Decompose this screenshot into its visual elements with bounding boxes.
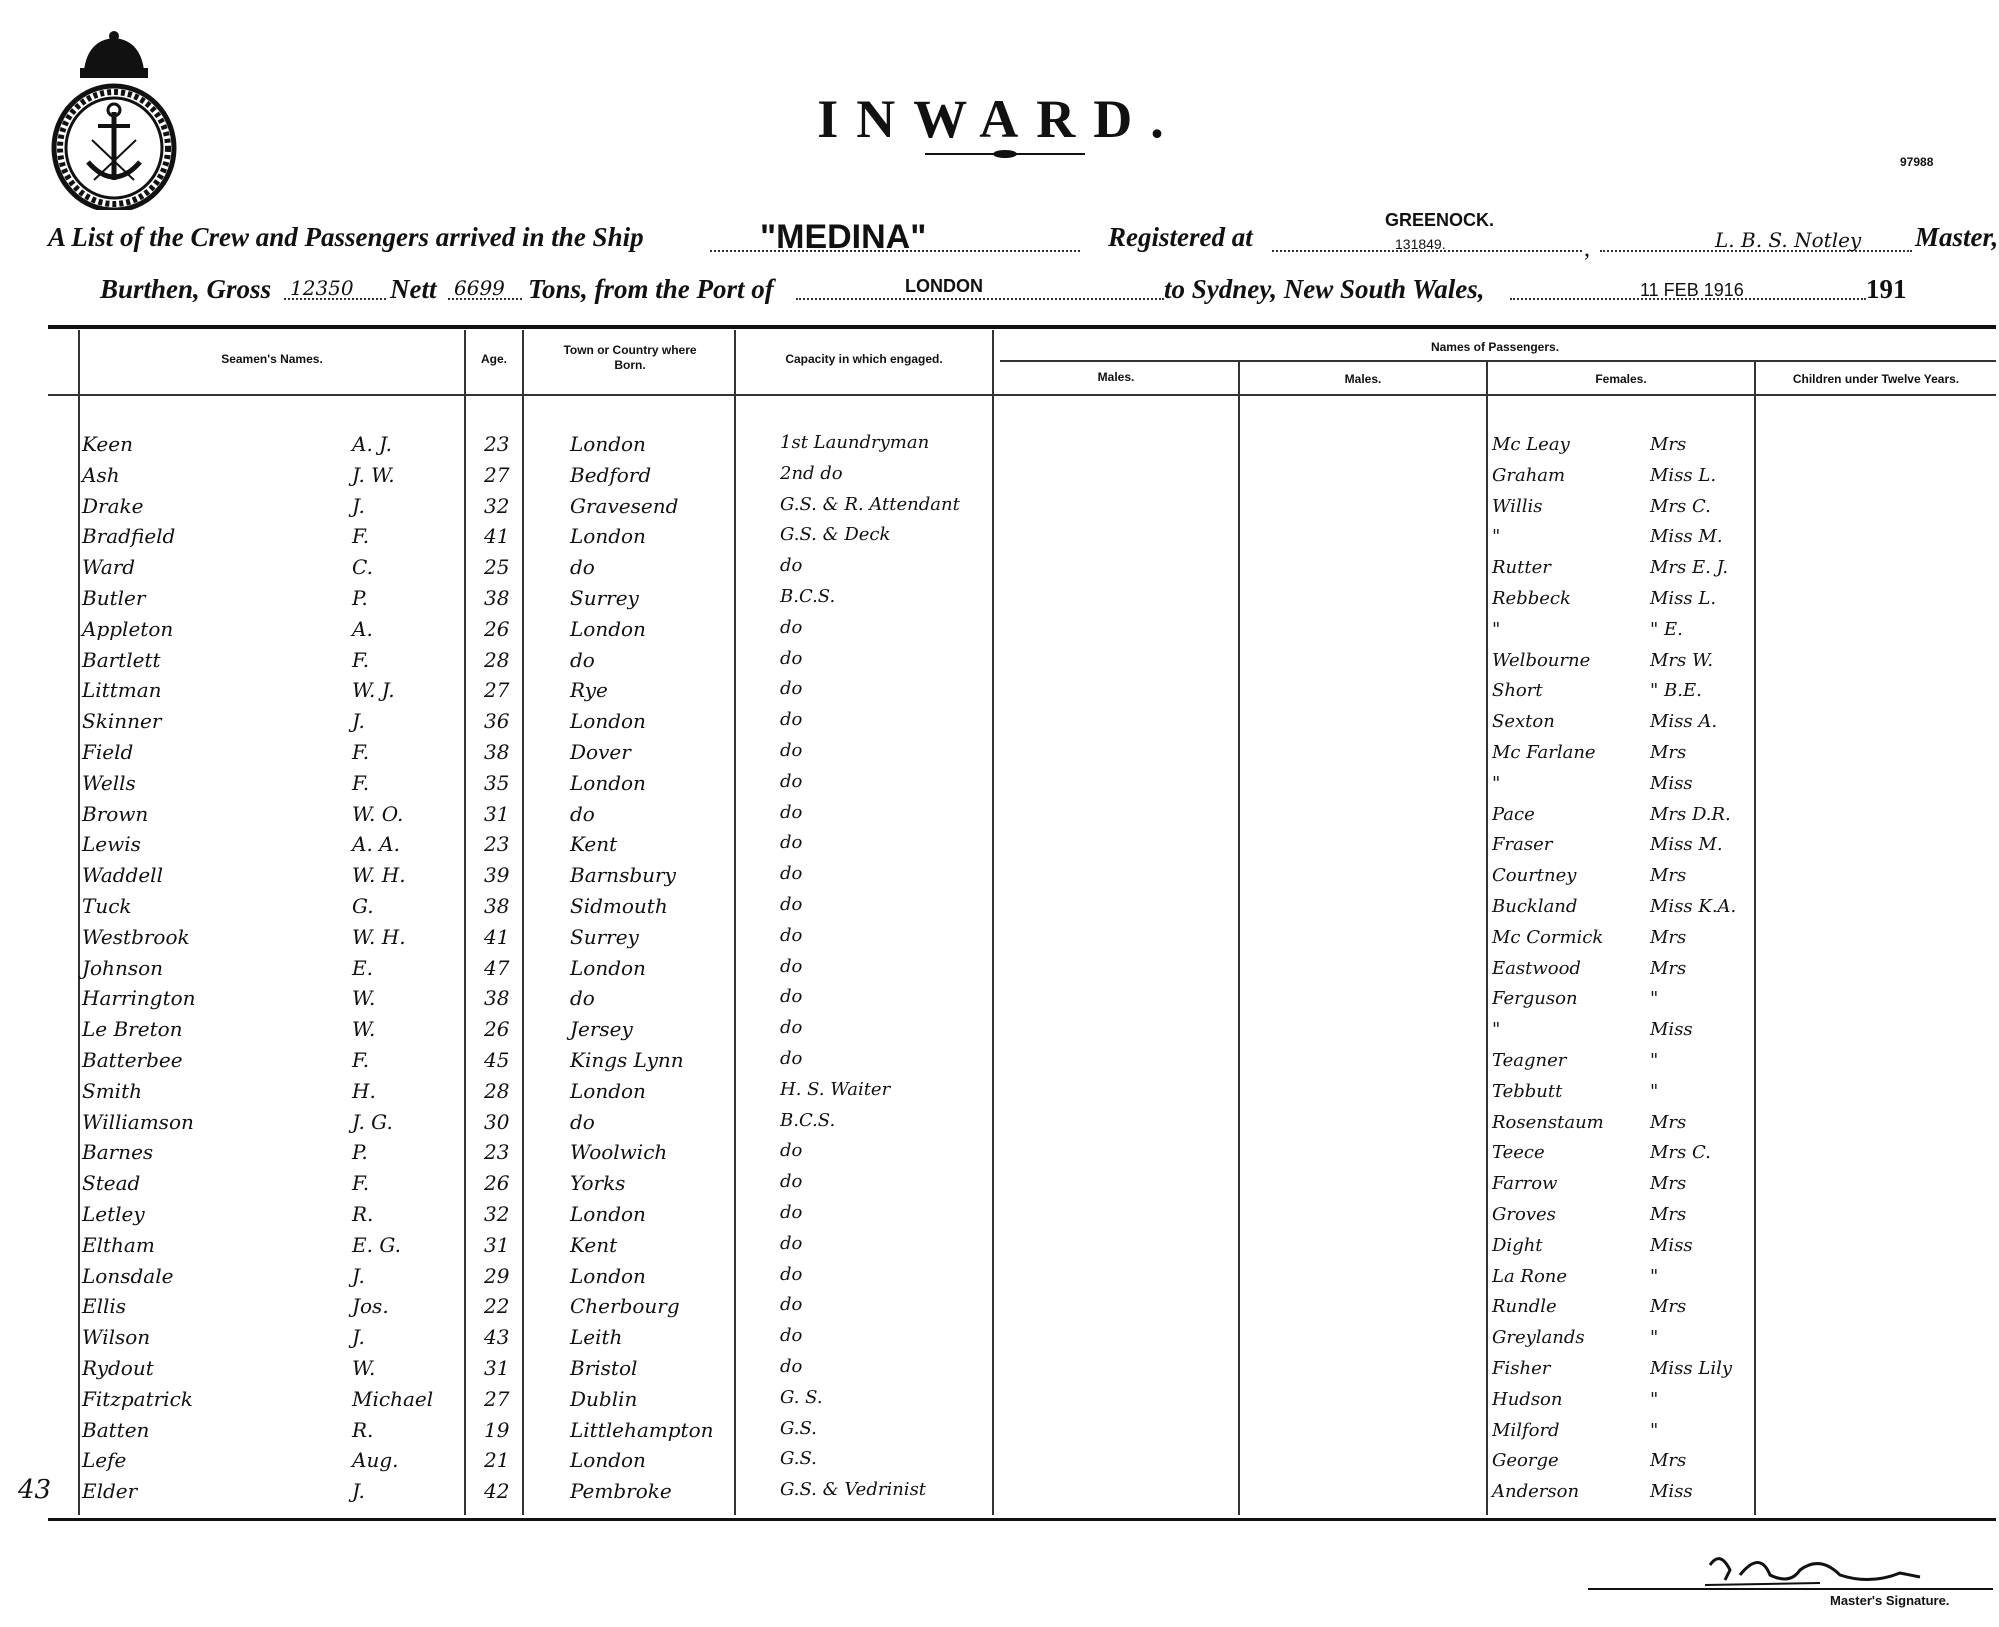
passenger-title: Miss M.: [1650, 834, 1723, 856]
crew-initials: A. A.: [352, 832, 400, 857]
crew-capacity: do: [780, 555, 803, 577]
passenger-surname: ": [1492, 1019, 1501, 1041]
crew-initials: F.: [352, 1171, 370, 1196]
passenger-surname: Tebbutt: [1492, 1080, 1563, 1102]
crew-birthplace: London: [570, 1448, 646, 1473]
crew-capacity: do: [780, 647, 803, 669]
margin-note: 43: [18, 1475, 52, 1505]
crew-surname: Harrington: [82, 986, 196, 1011]
crew-initials: J.: [352, 493, 365, 518]
crew-age: 26: [484, 616, 510, 641]
crew-capacity: do: [780, 1232, 803, 1254]
crew-birthplace: do: [570, 1109, 595, 1134]
crew-age: 32: [484, 1202, 510, 1226]
col-capacity: Capacity in which engaged.: [785, 352, 943, 366]
crew-birthplace: Barnsbury: [570, 863, 676, 888]
crew-birthplace: London: [570, 709, 646, 734]
crew-age: 29: [484, 1263, 510, 1288]
header-line-1: [48, 222, 644, 253]
passenger-surname: Buckland: [1492, 896, 1578, 917]
crew-age: 41: [484, 524, 510, 549]
crew-initials: Aug.: [352, 1448, 399, 1473]
crew-initials: Michael: [352, 1386, 434, 1411]
crew-age: 45: [484, 1048, 510, 1072]
crew-birthplace: London: [570, 432, 646, 456]
crew-birthplace: London: [570, 770, 646, 795]
passenger-surname: Dight: [1492, 1234, 1543, 1256]
crew-age: 31: [484, 801, 510, 826]
crew-initials: F.: [352, 524, 370, 549]
passenger-title: Mrs C.: [1650, 495, 1711, 517]
passenger-title: Miss K.A.: [1650, 896, 1737, 917]
passenger-surname: Graham: [1492, 464, 1566, 486]
crew-surname: Westbrook: [82, 924, 190, 949]
passenger-surname: Ferguson: [1492, 988, 1578, 1010]
crew-age: 26: [484, 1171, 510, 1196]
crew-age: 47: [484, 955, 510, 980]
crew-age: 43: [484, 1325, 510, 1350]
passenger-surname: Teagner: [1492, 1050, 1567, 1071]
passenger-surname: Teece: [1492, 1142, 1545, 1164]
crew-capacity: do: [780, 1017, 803, 1039]
crew-initials: W.: [352, 1017, 376, 1042]
passenger-surname: Rosenstaum: [1492, 1111, 1604, 1133]
passenger-title: ": [1650, 1050, 1659, 1071]
crew-capacity: H. S. Waiter: [780, 1078, 891, 1100]
passenger-title: ": [1650, 1265, 1659, 1287]
crew-surname: Barnes: [82, 1140, 154, 1165]
crew-surname: Lewis: [82, 832, 141, 857]
crew-age: 38: [484, 894, 510, 918]
passenger-title: Mrs E. J.: [1650, 557, 1729, 579]
crew-capacity: do: [780, 924, 803, 946]
passenger-surname: ": [1492, 618, 1501, 640]
crew-surname: Batterbee: [82, 1048, 183, 1072]
crew-birthplace: London: [570, 1202, 646, 1226]
nett-label: Nett: [390, 274, 437, 304]
crew-capacity: G.S. & R. Attendant: [780, 493, 960, 515]
crew-birthplace: London: [570, 1263, 646, 1288]
crew-birthplace: Gravesend: [570, 493, 679, 518]
passenger-surname: Rundle: [1492, 1296, 1557, 1318]
crew-surname: Ward: [82, 555, 136, 580]
crew-initials: P.: [352, 1140, 368, 1165]
crew-initials: J. W.: [352, 462, 395, 487]
passenger-title: ": [1650, 988, 1659, 1010]
passenger-surname: Hudson: [1492, 1388, 1563, 1410]
passenger-surname: Greylands: [1492, 1327, 1585, 1349]
passenger-surname: Groves: [1492, 1204, 1556, 1225]
crew-surname: Elder: [82, 1479, 138, 1504]
crew-age: 31: [484, 1232, 510, 1257]
passenger-title: Miss L.: [1650, 464, 1717, 486]
passenger-title: Miss A.: [1650, 711, 1718, 733]
crew-birthplace: do: [570, 647, 595, 672]
crew-surname: Wells: [82, 770, 136, 795]
crew-birthplace: Kings Lynn: [570, 1048, 684, 1072]
passenger-title: ": [1650, 1327, 1659, 1349]
passenger-title: ": [1650, 1080, 1659, 1102]
crew-surname: Rydout: [82, 1356, 154, 1380]
passenger-title: Mrs: [1650, 865, 1687, 887]
crew-age: 23: [484, 832, 510, 857]
crew-age: 38: [484, 740, 510, 764]
passenger-surname: Sexton: [1492, 711, 1555, 733]
crew-birthplace: do: [570, 555, 595, 580]
passenger-surname: Welbourne: [1492, 649, 1591, 671]
passenger-title: " E.: [1650, 618, 1683, 640]
crew-initials: E. G.: [352, 1232, 401, 1257]
crew-age: 23: [484, 1140, 510, 1165]
signature-rule: [1588, 1588, 1993, 1590]
col-birthplace: Town or Country where Born.: [563, 343, 697, 372]
nett-tonnage: 6699: [454, 276, 505, 300]
crew-surname: Johnson: [82, 955, 164, 980]
crew-age: 32: [484, 493, 510, 518]
crew-birthplace: Surrey: [570, 924, 639, 949]
crew-initials: J.: [352, 1325, 365, 1350]
crew-capacity: do: [780, 770, 803, 792]
crew-capacity: do: [780, 678, 803, 700]
crew-capacity: do: [780, 1294, 803, 1316]
passenger-surname: Mc Cormick: [1492, 926, 1604, 948]
crew-age: 38: [484, 586, 510, 610]
crew-birthplace: Kent: [570, 832, 618, 857]
crew-surname: Eltham: [82, 1232, 155, 1257]
passenger-title: Miss: [1650, 772, 1693, 794]
crew-birthplace: Littlehampton: [570, 1417, 714, 1442]
crew-initials: W. H.: [352, 863, 406, 888]
crew-initials: P.: [352, 586, 368, 610]
crew-capacity: do: [780, 1356, 803, 1377]
passenger-surname: ": [1492, 526, 1501, 548]
crew-birthplace: do: [570, 986, 595, 1011]
crew-surname: Skinner: [82, 709, 162, 734]
crew-capacity: do: [780, 863, 803, 885]
passenger-title: Mrs: [1650, 957, 1687, 979]
crew-birthplace: London: [570, 1078, 646, 1103]
passenger-surname: Short: [1492, 680, 1543, 702]
crew-birthplace: Leith: [570, 1325, 623, 1350]
document-title: INWARD.: [817, 89, 1182, 149]
crew-surname: Keen: [82, 432, 133, 456]
crew-birthplace: Cherbourg: [570, 1294, 680, 1319]
passenger-title: Miss L.: [1650, 588, 1717, 609]
passenger-surname: Fisher: [1492, 1358, 1551, 1379]
crew-surname: Appleton: [82, 616, 174, 641]
passenger-surname: Milford: [1492, 1419, 1560, 1441]
crew-initials: J.: [352, 1479, 365, 1504]
passenger-title: Miss: [1650, 1234, 1693, 1256]
crew-capacity: do: [780, 894, 803, 915]
passenger-surname: Mc Farlane: [1492, 742, 1596, 763]
crew-age: 41: [484, 924, 510, 949]
crew-age: 19: [484, 1417, 510, 1442]
crew-age: 31: [484, 1356, 510, 1380]
crew-capacity: do: [780, 801, 803, 823]
crew-birthplace: Woolwich: [570, 1140, 668, 1165]
passenger-title: Mrs: [1650, 1450, 1687, 1472]
crew-initials: F.: [352, 770, 370, 795]
crew-capacity: G. S.: [780, 1386, 823, 1408]
crew-age: 42: [484, 1479, 510, 1504]
passenger-surname: ": [1492, 772, 1501, 794]
crew-surname: Stead: [82, 1171, 141, 1196]
crew-age: 22: [484, 1294, 510, 1319]
crew-capacity: B.C.S.: [780, 586, 836, 607]
crew-surname: Fitzpatrick: [82, 1386, 193, 1411]
passenger-title: ": [1650, 1388, 1659, 1410]
year-prefix: 191: [1866, 274, 1907, 304]
table-top-rule: [48, 325, 1996, 329]
passenger-surname: George: [1492, 1450, 1559, 1472]
crew-capacity: do: [780, 1325, 803, 1347]
crew-initials: G.: [352, 894, 374, 918]
port-from: LONDON: [905, 276, 983, 296]
crew-age: 36: [484, 709, 510, 734]
passenger-surname: La Rone: [1492, 1265, 1568, 1287]
passenger-title: Miss: [1650, 1019, 1693, 1041]
crew-initials: J.: [352, 709, 365, 734]
passenger-title: Mrs: [1650, 742, 1687, 763]
crew-capacity: do: [780, 1171, 803, 1193]
crew-initials: W. O.: [352, 801, 404, 826]
crew-initials: J.: [352, 1263, 365, 1288]
crew-capacity: do: [780, 1202, 803, 1223]
signature-label: Master's Signature.: [1830, 1593, 1950, 1608]
crew-surname: Williamson: [82, 1109, 194, 1134]
crew-birthplace: Surrey: [570, 586, 639, 610]
crew-birthplace: Dublin: [570, 1386, 638, 1411]
crew-initials: J. G.: [352, 1109, 393, 1134]
passenger-surname: Courtney: [1492, 865, 1577, 887]
burthen-label: Burthen, Gross: [100, 274, 272, 304]
crew-surname: Batten: [82, 1417, 150, 1442]
crew-initials: A. J.: [352, 432, 392, 456]
crew-initials: W. J.: [352, 678, 395, 703]
crew-age: 28: [484, 647, 510, 672]
crew-age: 28: [484, 1078, 510, 1103]
crew-age: 27: [484, 1386, 510, 1411]
crew-surname: Wilson: [82, 1325, 151, 1350]
crew-birthplace: Pembroke: [570, 1479, 672, 1504]
ship-name: "MEDINA": [760, 218, 927, 256]
crew-age: 27: [484, 462, 510, 487]
crew-capacity: G.S.: [780, 1417, 817, 1439]
registered-label: Registered at: [1108, 222, 1253, 252]
crew-birthplace: Kent: [570, 1232, 618, 1257]
col-seamen-names: Seamen's Names.: [221, 352, 323, 366]
col-passengers: Names of Passengers.: [1430, 340, 1560, 354]
title-ornament: [925, 150, 1085, 158]
crew-birthplace: Rye: [570, 678, 608, 703]
crew-age: 35: [484, 770, 510, 795]
crew-capacity: do: [780, 986, 803, 1008]
passenger-title: Mrs: [1650, 434, 1687, 455]
master-name: L. B. S. Notley: [1715, 228, 1862, 252]
passenger-surname: Eastwood: [1492, 957, 1581, 979]
crew-birthplace: London: [570, 616, 646, 641]
crew-surname: Tuck: [82, 894, 132, 918]
crew-initials: F.: [352, 740, 370, 764]
crew-initials: E.: [352, 955, 373, 980]
crew-surname: Brown: [82, 801, 149, 826]
col-males-2: Males.: [1344, 372, 1382, 386]
crew-surname: Ellis: [82, 1294, 127, 1319]
passenger-surname: Rutter: [1492, 557, 1551, 579]
crew-surname: Bartlett: [82, 647, 161, 672]
crew-capacity: do: [780, 740, 803, 761]
master-label: Master,: [1915, 222, 1999, 252]
passenger-surname: Pace: [1492, 803, 1535, 825]
passenger-surname: Farrow: [1492, 1173, 1558, 1195]
passenger-title: " B.E.: [1650, 680, 1702, 702]
passenger-title: Mrs: [1650, 1204, 1687, 1225]
crew-age: 26: [484, 1017, 510, 1042]
crew-age: 23: [484, 432, 510, 456]
passenger-title: Mrs: [1650, 1296, 1687, 1318]
crew-initials: H.: [352, 1078, 376, 1103]
crew-surname: Lonsdale: [82, 1263, 174, 1288]
passenger-title: Mrs W.: [1650, 649, 1714, 671]
crew-capacity: do: [780, 1140, 803, 1162]
passenger-title: Miss: [1650, 1481, 1693, 1503]
crew-initials: Jos.: [352, 1294, 389, 1319]
col-children: Children under Twelve Years.: [1792, 372, 1960, 386]
crew-initials: W.: [352, 1356, 376, 1380]
crew-capacity: do: [780, 709, 803, 731]
registered-port: GREENOCK.: [1385, 210, 1495, 230]
passenger-title: Mrs C.: [1650, 1142, 1711, 1164]
crew-birthplace: Jersey: [570, 1017, 633, 1042]
crew-initials: C.: [352, 555, 373, 580]
crew-birthplace: Bristol: [570, 1356, 638, 1380]
crew-capacity: 1st Laundryman: [780, 432, 930, 453]
crew-surname: Butler: [82, 586, 146, 610]
crew-capacity: do: [780, 616, 803, 638]
passenger-title: Miss Lily: [1650, 1358, 1733, 1379]
crew-surname: Drake: [82, 493, 144, 518]
passenger-title: Mrs D.R.: [1650, 803, 1731, 825]
passenger-surname: Anderson: [1492, 1481, 1580, 1503]
passenger-surname: Rebbeck: [1492, 588, 1571, 609]
crew-surname: Smith: [82, 1078, 142, 1103]
destination-label: to Sydney, New South Wales,: [1164, 274, 1485, 304]
crew-initials: F.: [352, 647, 370, 672]
crew-birthplace: do: [570, 801, 595, 826]
crew-capacity: 2nd do: [780, 462, 843, 484]
crew-initials: A.: [352, 616, 373, 641]
crew-surname: Waddell: [82, 863, 163, 888]
crew-capacity: do: [780, 1048, 803, 1069]
crew-age: 21: [484, 1448, 510, 1473]
crew-surname: Littman: [82, 678, 162, 703]
crew-capacity: do: [780, 955, 803, 977]
arrival-date-stamp: 11 FEB 1916: [1640, 280, 1744, 300]
crew-surname: Ash: [82, 462, 120, 487]
col-males-1: Males.: [1097, 370, 1135, 384]
crew-initials: W.: [352, 986, 376, 1011]
tons-label: Tons, from the Port of: [528, 274, 774, 304]
passenger-title: Mrs: [1650, 1111, 1687, 1133]
passenger-title: Miss M.: [1650, 526, 1723, 548]
crew-birthplace: Sidmouth: [570, 894, 668, 918]
list-title-prefix: A List of the Crew and Passengers arrived in the Ship: [48, 222, 644, 252]
crew-birthplace: Yorks: [570, 1171, 626, 1196]
crew-initials: R.: [352, 1417, 374, 1442]
official-number: 131849.: [1395, 236, 1446, 252]
crew-capacity: G.S.: [780, 1448, 817, 1470]
crew-initials: R.: [352, 1202, 374, 1226]
crew-surname: Bradfield: [82, 524, 176, 549]
col-age: Age.: [480, 352, 507, 366]
crew-age: 27: [484, 678, 510, 703]
crew-capacity: G.S. & Vedrinist: [780, 1479, 927, 1501]
crew-surname: Le Breton: [82, 1017, 183, 1042]
crew-age: 39: [484, 863, 510, 888]
passenger-title: Mrs: [1650, 926, 1687, 948]
passenger-surname: Willis: [1492, 495, 1543, 517]
crew-age: 30: [484, 1109, 510, 1134]
crew-age: 25: [484, 555, 510, 580]
crew-birthplace: Dover: [570, 740, 631, 764]
gross-tonnage: 12350: [290, 276, 354, 300]
crew-surname: Letley: [82, 1202, 145, 1226]
crew-capacity: G.S. & Deck: [780, 524, 891, 546]
crew-capacity: do: [780, 832, 803, 854]
crew-capacity: B.C.S.: [780, 1109, 836, 1131]
crew-birthplace: Bedford: [570, 462, 652, 487]
passenger-title: Mrs: [1650, 1173, 1687, 1195]
crew-initials: W. H.: [352, 924, 406, 949]
crew-age: 38: [484, 986, 510, 1011]
crew-initials: F.: [352, 1048, 370, 1072]
crew-surname: Field: [82, 740, 134, 764]
crew-birthplace: London: [570, 955, 646, 980]
col-females: Females.: [1595, 372, 1647, 386]
passenger-title: ": [1650, 1419, 1659, 1441]
crew-birthplace: London: [570, 524, 646, 549]
crew-surname: Lefe: [82, 1448, 127, 1473]
crew-capacity: do: [780, 1263, 803, 1285]
passenger-surname: Mc Leay: [1492, 434, 1570, 455]
passenger-surname: Fraser: [1492, 834, 1553, 856]
document-number: 97988: [1900, 155, 1934, 169]
